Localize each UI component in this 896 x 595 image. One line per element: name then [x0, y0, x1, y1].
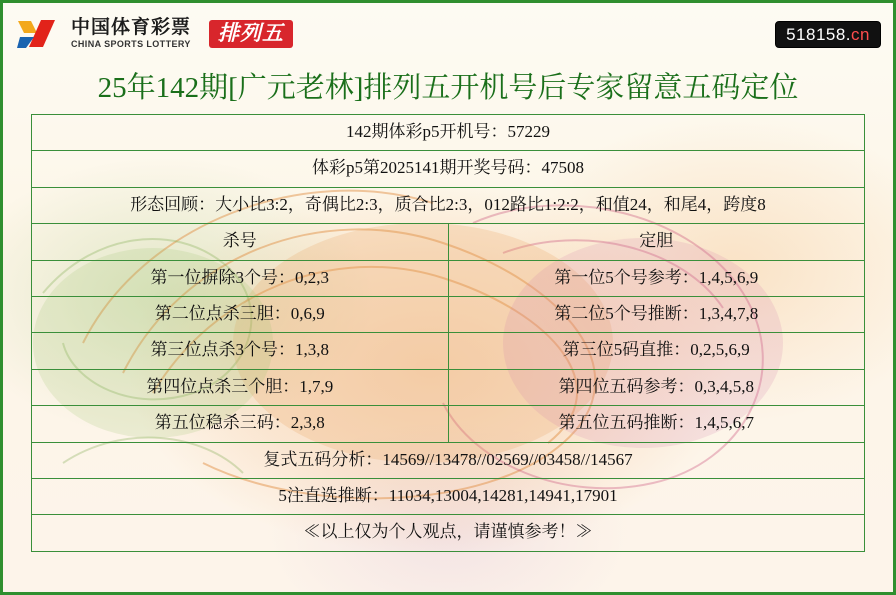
table-row: [32, 151, 865, 187]
table-row: [32, 115, 865, 151]
kill-position-2: 第二位点杀三胆：0,6,9: [32, 296, 449, 332]
table-row: [32, 369, 865, 405]
pick-position-3: 第三位5码直推：0,2,5,6,9: [448, 333, 865, 369]
table-row: [32, 442, 865, 478]
page-title: 25年142期[广元老林]排列五开机号后专家留意五码定位: [97, 72, 799, 104]
site-domain-main: 518158.: [786, 24, 852, 44]
table-row: [32, 296, 865, 332]
table-row: [32, 187, 865, 223]
sports-lottery-icon: [15, 17, 63, 51]
kill-position-5: 第五位稳杀三码：2,3,8: [32, 406, 449, 442]
pick-position-4: 第四位五码参考：0,3,4,5,8: [448, 369, 865, 405]
pick-position-5: 第五位五码推断：1,4,5,6,7: [448, 406, 865, 442]
table-header-row: [32, 224, 865, 260]
pick-position-2: 第二位5个号推断：1,3,4,7,8: [448, 296, 865, 332]
logo-title-en: CHINA SPORTS LOTTERY: [71, 39, 191, 50]
lottery-logo: [15, 17, 293, 51]
multi-code-analysis-cell: 复式五码分析：14569//13478//02569//03458//14567: [32, 442, 865, 478]
form-review-cell: 形态回顾：大小比3:2，奇偶比2:3，质合比2:3，012路比1:2:2，和值24，和尾4，跨度8: [32, 187, 865, 223]
disclaimer-cell: ≪以上仅为个人观点，请谨慎参考！≫: [32, 515, 865, 551]
site-header: [3, 3, 893, 65]
table-row: [32, 333, 865, 369]
logo-text-block: [71, 18, 191, 49]
column-header-pick: 定胆: [448, 224, 865, 260]
table-row: [32, 478, 865, 514]
logo-title-cn: 中国体育彩票: [71, 17, 192, 39]
column-header-kill: 杀号: [32, 224, 449, 260]
game-name-badge: 排列五: [209, 20, 293, 48]
site-domain-badge: [775, 21, 881, 48]
kill-position-3: 第三位点杀3个号：1,3,8: [32, 333, 449, 369]
site-domain-tld: cn: [851, 24, 870, 44]
content-table-wrapper: [3, 114, 893, 552]
table-row: [32, 406, 865, 442]
direct-selection-cell: 5注直选推断：11034,13004,14281,14941,17901: [32, 478, 865, 514]
table-row: [32, 260, 865, 296]
prize-number-cell: 体彩p5第2025141期开奖号码：47508: [32, 151, 865, 187]
table-row: [32, 515, 865, 551]
open-machine-number-cell: 142期体彩p5开机号：57229: [32, 115, 865, 151]
kill-position-4: 第四位点杀三个胆：1,7,9: [32, 369, 449, 405]
pick-position-1: 第一位5个号参考：1,4,5,6,9: [448, 260, 865, 296]
forecast-table: [31, 114, 865, 552]
kill-position-1: 第一位摒除3个号：0,2,3: [32, 260, 449, 296]
